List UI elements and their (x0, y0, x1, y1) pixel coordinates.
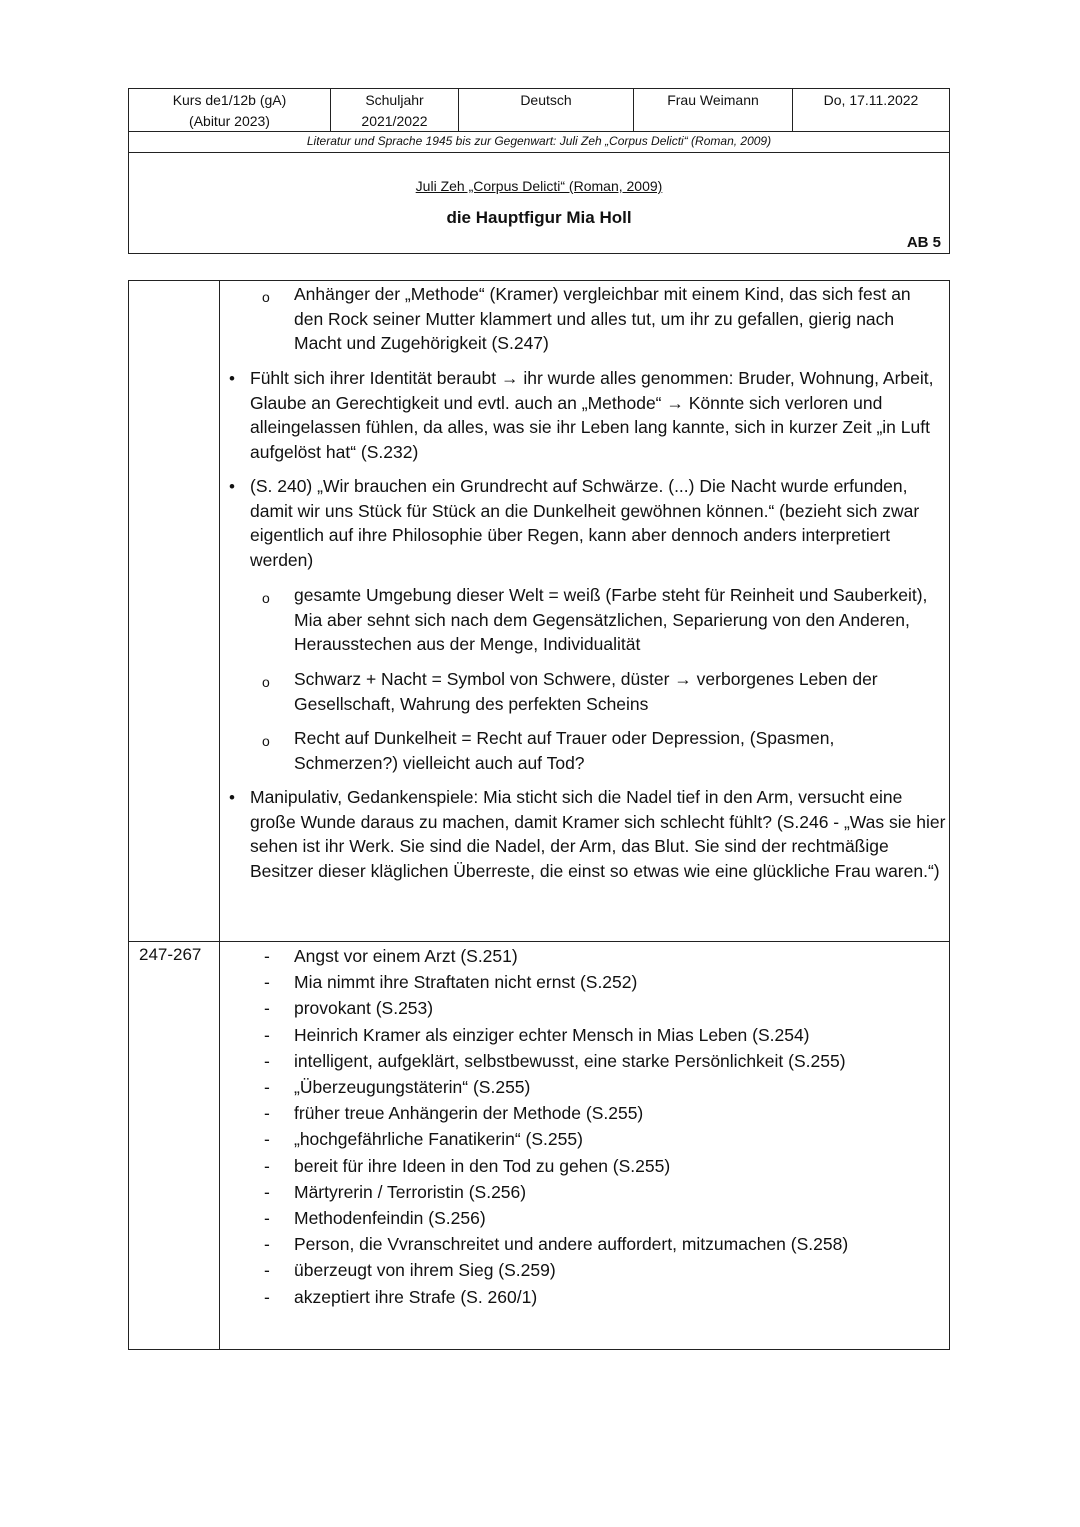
list-item: - Mia nimmt ihre Straftaten nicht ernst (S.252) (264, 969, 848, 995)
column-divider (219, 281, 220, 1349)
row-divider (129, 941, 949, 942)
sheet-title: die Hauptfigur Mia Holl (446, 208, 632, 227)
sub-bullet-methode-follower: Anhänger der „Methode“ (Kramer) vergleichbar mit einem Kind, das sich fest an den Rock seiner Mutter klammert und alles tut, um ihr zu gefallen, gierig nach Macht und Zugehörigkeit (S.247) (294, 284, 911, 353)
circle-bullet-icon: o (262, 590, 270, 606)
trait-list (264, 943, 848, 1310)
list-item: - Angst vor einem Arzt (S.251) (264, 943, 848, 969)
work-title: Juli Zeh „Corpus Delicti“ (Roman, 2009) (415, 178, 663, 194)
topic-line: Literatur und Sprache 1945 bis zur Gegenwart: Juli Zeh „Corpus Delicti“ (Roman, 2009) (129, 132, 949, 153)
list-item: - früher treue Anhängerin der Methode (S.255) (264, 1100, 848, 1126)
abitur-year: (Abitur 2023) (189, 113, 270, 129)
schoolyear-value: 2021/2022 (361, 113, 428, 129)
sheet-number: AB 5 (906, 234, 941, 251)
schoolyear-cell (331, 89, 459, 131)
course-cell (129, 89, 331, 131)
sub-bullet-right-to-darkness: Recht auf Dunkelheit = Recht auf Trauer oder Depression, (Spasmen, Schmerzen?) vielleicht auch auf Tod? (294, 728, 835, 773)
list-item: - Methodenfeindin (S.256) (264, 1205, 848, 1231)
date-cell (793, 89, 949, 131)
sub-bullet-white-world: gesamte Umgebung dieser Welt = weiß (Farbe steht für Reinheit und Sauberkeit), Mia aber sehnt sich nach dem Gegensätzlichen, Separierung von den Anderen, Herausstechen aus der Menge, Individualität (294, 585, 928, 654)
list-item: - Märtyrerin / Terroristin (S.256) (264, 1179, 848, 1205)
bullet-icon: • (229, 477, 235, 496)
course-name: Kurs de1/12b (gA) (172, 92, 287, 108)
notes-table (128, 280, 950, 1350)
list-item: - „hochgefährliche Fanatikerin“ (S.255) (264, 1126, 848, 1152)
list-item: - provokant (S.253) (264, 995, 848, 1021)
subject-cell (459, 89, 634, 131)
header-info-row (129, 89, 949, 132)
bullet-icon: • (229, 369, 235, 388)
schoolyear-label: Schuljahr (365, 92, 424, 108)
worksheet-header (128, 88, 950, 254)
teacher-cell (634, 89, 793, 131)
list-item: - intelligent, aufgeklärt, selbstbewusst, eine starke Persönlichkeit (S.255) (264, 1048, 848, 1074)
list-item: - bereit für ihre Ideen in den Tod zu gehen (S.255) (264, 1153, 848, 1179)
bullet-icon: • (229, 788, 235, 807)
list-item: - überzeugt von ihrem Sieg (S.259) (264, 1257, 848, 1283)
sub-bullet-black-night: Schwarz + Nacht = Symbol von Schwere, düster → verborgenes Leben der Gesellschaft, Wahrung des perfekten Scheins (294, 669, 878, 714)
teacher: Frau Weimann (667, 92, 759, 108)
list-item: - akzeptiert ihre Strafe (S. 260/1) (264, 1284, 848, 1310)
circle-bullet-icon: o (262, 289, 270, 305)
bullet-darkness-quote: (S. 240) „Wir brauchen ein Grundrecht auf Schwärze. (...) Die Nacht wurde erfunden, damit wir uns Stück für Stück an die Dunkelheit gewöhnen können.“ (bezieht sich zwar eigentlich auf ihre Philosophie über Regen, kann aber dennoch anders interpretiert werden) (250, 476, 920, 570)
list-item: - „Überzeugungstäterin“ (S.255) (264, 1074, 848, 1100)
bullet-manipulative: Manipulativ, Gedankenspiele: Mia sticht sich die Nadel tief in den Arm, versucht eine große Wunde daraus zu machen, damit Kramer sich schlecht fühlt? (S.246 - „Was sie hier sehen ist ihr Werk. Sie sind die Nadel, der Arm, das Blut. Sie sind der rechtmäßige Besitzer dieser kläglichen Überreste, die einst so etwas wie eine glückliche Frau waren.“) (250, 787, 946, 881)
subject: Deutsch (520, 92, 572, 108)
list-item: - Person, die Vvranschreitet und andere auffordert, mitzumachen (S.258) (264, 1231, 848, 1257)
bullet-identity: Fühlt sich ihrer Identität beraubt → ihr wurde alles genommen: Bruder, Wohnung, Arbeit, Glaube an Gerechtigkeit und evtl. auch an „Methode“ → Könnte sich verloren und alleingelassen fühlen, da alles, was sie ihr Leben lang kannte, sich in kurzer Zeit „in Luft aufgelöst hat“ (S.232) (250, 368, 934, 462)
date: Do, 17.11.2022 (823, 92, 919, 108)
page-range: 247-267 (139, 945, 202, 964)
circle-bullet-icon: o (262, 733, 270, 749)
list-item: - Heinrich Kramer als einziger echter Mensch in Mias Leben (S.254) (264, 1022, 848, 1048)
circle-bullet-icon: o (262, 674, 270, 690)
